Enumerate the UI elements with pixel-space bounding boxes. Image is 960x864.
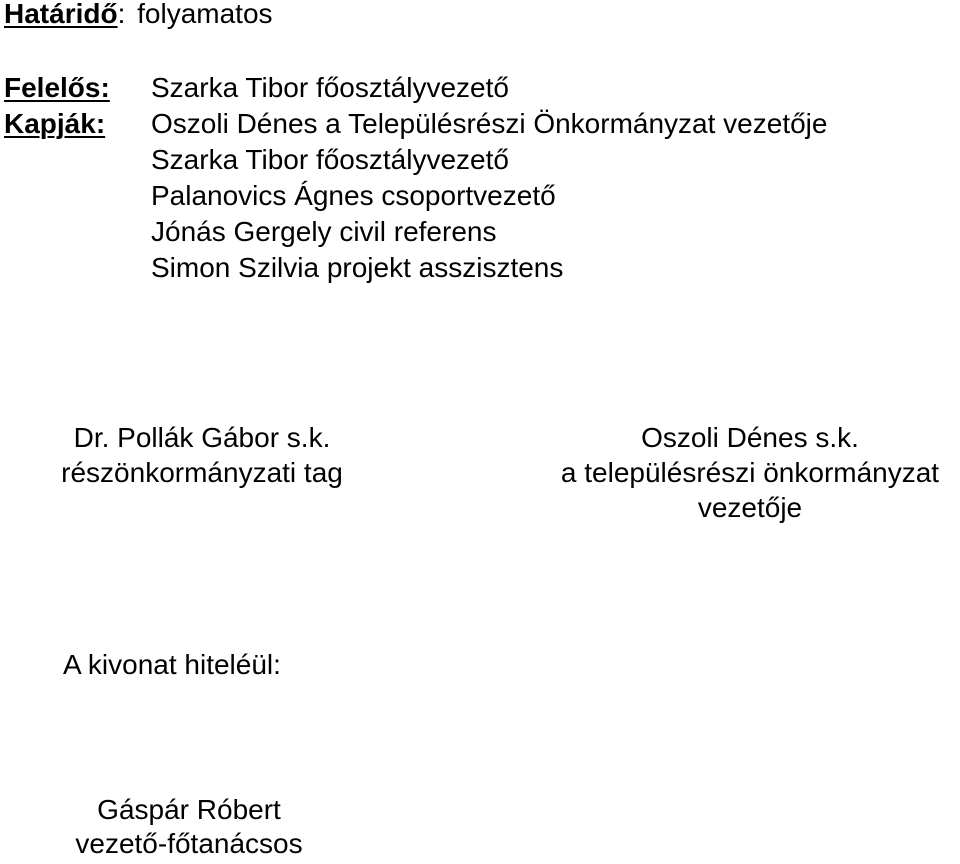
signature-block-left (27, 424, 377, 494)
recipients-label: Kapják: (4, 108, 106, 139)
certifier-title: vezető-főtanácsos (75, 828, 303, 859)
deadline-label: Határidő (4, 0, 118, 29)
deadline-value: folyamatos (137, 0, 273, 29)
list-item: Jónás Gergely civil referens (151, 216, 497, 247)
list-item: Oszoli Dénes a Településrészi Önkormányzat vezetője (151, 108, 828, 139)
signatory-title: részönkormányzati tag (61, 457, 343, 488)
signature-block-right (520, 424, 960, 529)
list-item: Szarka Tibor főosztályvezető (151, 72, 509, 103)
responsible-label: Felelős: (4, 72, 110, 103)
certification-label: A kivonat hiteléül: (63, 649, 281, 680)
certifier-name: Gáspár Róbert (97, 794, 281, 825)
list-item: Szarka Tibor főosztályvezető (151, 144, 509, 175)
signatory-name: Oszoli Dénes s.k. (641, 422, 859, 453)
recipient-list (151, 74, 827, 290)
list-item: Palanovics Ágnes csoportvezető (151, 180, 556, 211)
certifier-block (54, 796, 324, 864)
list-item: Simon Szilvia projekt asszisztens (151, 252, 564, 283)
deadline-row (4, 0, 273, 28)
signatory-title-continued: vezetője (697, 492, 803, 523)
signatory-name: Dr. Pollák Gábor s.k. (73, 422, 331, 453)
deadline-colon: : (117, 0, 126, 29)
signatory-title: a településrészi önkormányzat (560, 457, 940, 488)
